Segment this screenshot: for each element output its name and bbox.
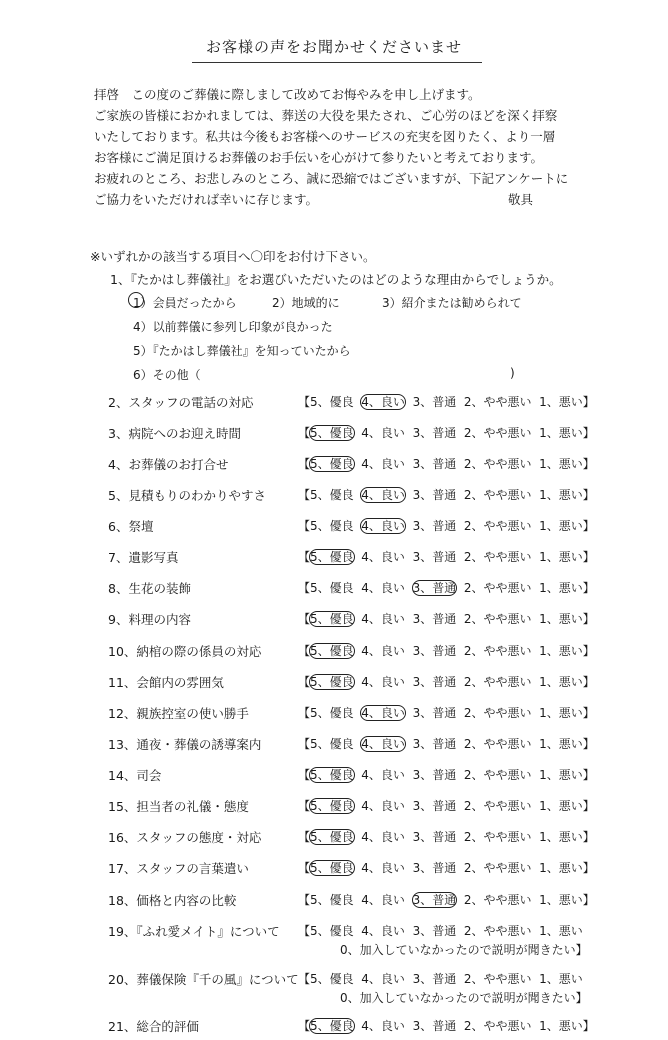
rating-option-2[interactable]: 2、やや悪い <box>463 861 532 875</box>
question-row <box>108 891 608 909</box>
bracket: 】 <box>582 550 595 564</box>
bracket: 【 <box>298 830 311 844</box>
question-label: 13、通夜・葬儀の誘導案内 <box>108 737 262 752</box>
question-row <box>108 642 608 660</box>
rating-option-5[interactable]: 5、優良 <box>310 550 354 564</box>
rating-option-1[interactable]: 1、悪い <box>539 581 583 595</box>
bracket: 【 <box>298 924 311 938</box>
rating-option-3[interactable]: 3、普通 <box>412 768 457 782</box>
rating-option-4[interactable]: 4、良い <box>361 581 405 595</box>
rating-option-2[interactable]: 2、やや悪い <box>463 395 532 409</box>
rating-option-2[interactable]: 2、やや悪い <box>463 457 532 471</box>
rating-option-5[interactable]: 5、優良 <box>310 861 354 875</box>
rating-extra-option[interactable]: 0、加入していなかったので説明が聞きたい】 <box>340 943 588 957</box>
question-row <box>108 735 608 753</box>
rating-option-4[interactable]: 4、良い <box>361 799 405 813</box>
rating-option-2[interactable]: 2、やや悪い <box>463 644 532 658</box>
bracket: 】 <box>582 830 595 844</box>
q1-option-3[interactable]: 3）紹介または勧められて <box>382 296 522 310</box>
question-row <box>108 797 608 815</box>
rating-option-2[interactable]: 2、やや悪い <box>463 799 532 813</box>
rating-option-5[interactable]: 5、優良 <box>310 644 354 658</box>
rating-option-5[interactable]: 5、優良 <box>310 612 354 626</box>
rating-option-3[interactable]: 3、普通 <box>412 1019 457 1033</box>
rating-option-3[interactable]: 3、普通 <box>412 924 457 938</box>
rating-option-4[interactable]: 4、良い <box>361 861 405 875</box>
question-row <box>108 828 608 846</box>
rating-scale[interactable] <box>298 610 595 627</box>
rating-option-5[interactable]: 5、優良 <box>310 675 354 689</box>
rating-option-3[interactable]: 3、普通 <box>412 519 457 533</box>
bracket: 【 <box>298 706 311 720</box>
bracket: 】 <box>582 395 595 409</box>
rating-option-4[interactable]: 4、良い <box>361 893 405 907</box>
rating-option-2[interactable]: 2、やや悪い <box>463 737 532 751</box>
rating-option-4[interactable]: 4、良い <box>361 519 405 533</box>
question-row <box>108 393 608 411</box>
bracket: 】 <box>582 519 595 533</box>
bracket: 【 <box>298 799 311 813</box>
bracket: 】 <box>582 737 595 751</box>
bracket: 【 <box>298 861 311 875</box>
rating-scale[interactable] <box>298 455 595 472</box>
question-row <box>108 673 608 691</box>
rating-option-4[interactable]: 4、良い <box>361 737 405 751</box>
question-row <box>108 579 608 597</box>
rating-option-2[interactable]: 2、やや悪い <box>463 1019 532 1033</box>
page-title: お客様の声をお聞かせくださいませ <box>205 38 462 56</box>
rating-option-4[interactable]: 4、良い <box>361 1019 405 1033</box>
rating-option-4[interactable]: 4、良い <box>361 924 405 938</box>
rating-option-3[interactable]: 3、普通 <box>412 426 457 440</box>
intro-letter <box>94 84 569 210</box>
question-label: 16、スタッフの態度・対応 <box>108 830 262 845</box>
rating-option-4[interactable]: 4、良い <box>361 830 405 844</box>
rating-option-3[interactable]: 3、普通 <box>412 488 457 502</box>
bracket: 【 <box>298 426 311 440</box>
rating-option-5[interactable]: 5、優良 <box>310 488 354 502</box>
rating-option-4[interactable]: 4、良い <box>361 644 405 658</box>
rating-option-4[interactable]: 4、良い <box>361 706 405 720</box>
rating-option-2[interactable]: 2、やや悪い <box>463 830 532 844</box>
bracket: 】 <box>582 861 595 875</box>
question-row <box>108 704 608 722</box>
question-label: 8、生花の装飾 <box>108 581 191 596</box>
rating-scale[interactable] <box>298 828 595 845</box>
rating-option-4[interactable]: 4、良い <box>361 612 405 626</box>
rating-option-1[interactable]: 1、悪い <box>539 799 583 813</box>
question-row <box>108 970 608 1005</box>
rating-option-5[interactable]: 5、優良 <box>310 426 354 440</box>
rating-option-1[interactable]: 1、悪い <box>539 488 583 502</box>
rating-option-5[interactable]: 5、優良 <box>310 1019 354 1033</box>
rating-scale[interactable] <box>298 424 595 441</box>
rating-option-3[interactable]: 3、普通 <box>412 395 457 409</box>
rating-option-1[interactable]: 1、悪い <box>539 768 583 782</box>
rating-option-3[interactable]: 3、普通 <box>412 675 457 689</box>
rating-option-1[interactable]: 1、悪い <box>539 737 583 751</box>
bracket: 【 <box>298 644 311 658</box>
rating-option-2[interactable]: 2、やや悪い <box>463 924 532 938</box>
rating-option-5[interactable]: 5、優良 <box>310 768 354 782</box>
rating-scale[interactable] <box>298 891 595 908</box>
rating-option-3[interactable]: 3、普通 <box>412 706 457 720</box>
question-label: 19、『ふれ愛メイト』について <box>108 924 280 939</box>
q1-option-2[interactable]: 2）地域的に <box>272 296 340 310</box>
bracket: 【 <box>298 395 311 409</box>
bracket: 【 <box>298 612 311 626</box>
bracket: 】 <box>582 706 595 720</box>
bracket: 【 <box>298 737 311 751</box>
rating-scale[interactable] <box>298 766 595 783</box>
rating-scale[interactable] <box>298 797 595 814</box>
rating-option-2[interactable]: 2、やや悪い <box>463 550 532 564</box>
rating-option-2[interactable]: 2、やや悪い <box>463 612 532 626</box>
rating-extra-option[interactable]: 0、加入していなかったので説明が聞きたい】 <box>340 991 588 1005</box>
question-label: 2、スタッフの電話の対応 <box>108 395 254 410</box>
question-label: 10、納棺の際の係員の対応 <box>108 644 262 659</box>
rating-option-1[interactable]: 1、悪い <box>539 924 583 938</box>
rating-option-2[interactable]: 2、やや悪い <box>463 768 532 782</box>
question-row <box>108 610 608 628</box>
question-label: 12、親族控室の使い勝手 <box>108 706 249 721</box>
rating-option-4[interactable]: 4、良い <box>361 550 405 564</box>
bracket: 】 <box>582 1019 595 1033</box>
question-label: 4、お葬儀のお打合せ <box>108 457 229 472</box>
rating-option-3[interactable]: 3、普通 <box>412 893 457 907</box>
bracket: 】 <box>582 675 595 689</box>
question-row <box>108 766 608 784</box>
rating-option-3[interactable]: 3、普通 <box>412 972 457 986</box>
rating-option-5[interactable]: 5、優良 <box>310 830 354 844</box>
intro-line: ご家族の皆様におかれましては、葬送の大役を果たされ、ご心労のほどを深く拝察 <box>94 108 558 123</box>
rating-option-1[interactable]: 1、悪い <box>539 972 583 986</box>
rating-option-5[interactable]: 5、優良 <box>310 737 354 751</box>
rating-option-1[interactable]: 1、悪い <box>539 1019 583 1033</box>
rating-scale[interactable] <box>298 642 595 659</box>
rating-scale[interactable] <box>298 517 595 534</box>
rating-option-3[interactable]: 3、普通 <box>412 581 457 595</box>
rating-scale[interactable] <box>298 486 595 503</box>
rating-option-3[interactable]: 3、普通 <box>412 457 457 471</box>
bracket: 】 <box>582 612 595 626</box>
rating-option-1[interactable]: 1、悪い <box>539 706 583 720</box>
rating-option-2[interactable]: 2、やや悪い <box>463 972 532 986</box>
q1-option-6-close: ) <box>510 366 515 380</box>
rating-option-1[interactable]: 1、悪い <box>539 861 583 875</box>
rating-option-1[interactable]: 1、悪い <box>539 519 583 533</box>
q1-option-5[interactable]: 5）『たかはし葬儀社』を知っていたから <box>133 344 351 358</box>
bracket: 】 <box>582 768 595 782</box>
question-row <box>108 859 608 877</box>
rating-scale[interactable] <box>298 922 583 939</box>
question-row <box>108 922 608 957</box>
bracket: 【 <box>298 768 311 782</box>
q1-option-4[interactable]: 4）以前葬儀に参列し印象が良かった <box>133 320 333 334</box>
rating-option-2[interactable]: 2、やや悪い <box>463 893 532 907</box>
rating-option-4[interactable]: 4、良い <box>361 395 405 409</box>
question-label: 9、料理の内容 <box>108 612 191 627</box>
bracket: 】 <box>582 799 595 813</box>
bracket: 】 <box>582 893 595 907</box>
rating-scale[interactable] <box>298 1017 595 1034</box>
rating-option-2[interactable]: 2、やや悪い <box>463 581 532 595</box>
rating-option-1[interactable]: 1、悪い <box>539 830 583 844</box>
question-row <box>108 548 608 566</box>
rating-option-5[interactable]: 5、優良 <box>310 395 354 409</box>
rating-option-4[interactable]: 4、良い <box>361 768 405 782</box>
rating-option-1[interactable]: 1、悪い <box>539 644 583 658</box>
rating-scale[interactable] <box>298 393 595 410</box>
rating-option-3[interactable]: 3、普通 <box>412 612 457 626</box>
question-label: 14、司会 <box>108 768 162 783</box>
rating-option-1[interactable]: 1、悪い <box>539 550 583 564</box>
question-label: 15、担当者の礼儀・態度 <box>108 799 249 814</box>
rating-option-5[interactable]: 5、優良 <box>310 581 354 595</box>
rating-option-1[interactable]: 1、悪い <box>539 893 583 907</box>
bracket: 【 <box>298 1019 311 1033</box>
instruction-text: ※いずれかの該当する項目へ〇印をお付け下さい。 <box>90 249 376 264</box>
rating-option-3[interactable]: 3、普通 <box>412 830 457 844</box>
rating-option-4[interactable]: 4、良い <box>361 488 405 502</box>
question-row <box>108 424 608 442</box>
bracket: 】 <box>582 457 595 471</box>
rating-option-4[interactable]: 4、良い <box>361 675 405 689</box>
rating-option-5[interactable]: 5、優良 <box>310 706 354 720</box>
intro-line: ご協力をいただければ幸いに存じます。 <box>94 192 319 207</box>
rating-option-3[interactable]: 3、普通 <box>412 861 457 875</box>
question-label: 11、会館内の雰囲気 <box>108 675 224 690</box>
rating-option-5[interactable]: 5、優良 <box>310 924 354 938</box>
question-row <box>108 1017 608 1035</box>
rating-scale[interactable] <box>298 859 595 876</box>
rating-option-5[interactable]: 5、優良 <box>310 972 354 986</box>
rating-scale[interactable] <box>298 735 595 752</box>
rating-option-1[interactable]: 1、悪い <box>539 395 583 409</box>
rating-option-3[interactable]: 3、普通 <box>412 737 457 751</box>
rating-option-4[interactable]: 4、良い <box>361 426 405 440</box>
question-label: 3、病院へのお迎え時間 <box>108 426 241 441</box>
question-label: 7、遺影写真 <box>108 550 179 565</box>
question-1: 1、『たかはし葬儀社』をお選びいただいたのはどのような理由からでしょうか。 <box>110 272 562 287</box>
intro-line: いたしております。私共は今後もお客様へのサービスの充実を図りたく、より一層 <box>94 129 556 144</box>
bracket: 【 <box>298 893 311 907</box>
rating-option-2[interactable]: 2、やや悪い <box>463 675 532 689</box>
question-row <box>108 517 608 535</box>
rating-option-5[interactable]: 5、優良 <box>310 519 354 533</box>
question-label: 5、見積もりのわかりやすさ <box>108 488 266 503</box>
rating-option-3[interactable]: 3、普通 <box>412 799 457 813</box>
rating-scale[interactable] <box>298 704 595 721</box>
question-label: 17、スタッフの言葉遣い <box>108 861 249 876</box>
intro-line: 拝啓 この度のご葬儀に際しまして改めてお悔やみを申し上げます。 <box>94 87 481 102</box>
rating-scale[interactable] <box>298 579 595 596</box>
bracket: 【 <box>298 457 311 471</box>
rating-option-3[interactable]: 3、普通 <box>412 644 457 658</box>
bracket: 【 <box>298 972 311 986</box>
rating-option-2[interactable]: 2、やや悪い <box>463 706 532 720</box>
intro-line: お客様にご満足頂けるお葬儀のお手伝いを心がけて参りたいと考えております。 <box>94 150 544 165</box>
rating-option-2[interactable]: 2、やや悪い <box>463 488 532 502</box>
rating-option-5[interactable]: 5、優良 <box>310 799 354 813</box>
bracket: 【 <box>298 550 311 564</box>
rating-option-4[interactable]: 4、良い <box>361 457 405 471</box>
question-label: 18、価格と内容の比較 <box>108 893 237 908</box>
rating-option-1[interactable]: 1、悪い <box>539 457 583 471</box>
rating-option-2[interactable]: 2、やや悪い <box>463 426 532 440</box>
bracket: 【 <box>298 675 311 689</box>
question-label: 6、祭壇 <box>108 519 154 534</box>
question-label: 21、総合的評価 <box>108 1019 199 1034</box>
rating-scale[interactable] <box>298 548 595 565</box>
bracket: 】 <box>582 644 595 658</box>
rating-option-1[interactable]: 1、悪い <box>539 675 583 689</box>
q1-option-1[interactable]: 1）会員だったから <box>133 296 237 310</box>
title-underline <box>192 62 482 63</box>
rating-option-4[interactable]: 4、良い <box>361 972 405 986</box>
intro-line: お疲れのところ、お悲しみのところ、誠に恐縮ではございますが、下記アンケートに <box>94 171 569 186</box>
bracket: 【 <box>298 519 311 533</box>
rating-option-5[interactable]: 5、優良 <box>310 893 354 907</box>
bracket: 【 <box>298 488 311 502</box>
bracket: 【 <box>298 581 311 595</box>
rating-option-3[interactable]: 3、普通 <box>412 550 457 564</box>
rating-scale[interactable] <box>298 673 595 690</box>
rating-option-2[interactable]: 2、やや悪い <box>463 519 532 533</box>
question-row <box>108 486 608 504</box>
bracket: 】 <box>582 426 595 440</box>
question-row <box>108 455 608 473</box>
rating-option-5[interactable]: 5、優良 <box>310 457 354 471</box>
bracket: 】 <box>582 488 595 502</box>
rating-option-1[interactable]: 1、悪い <box>539 426 583 440</box>
q1-option-6[interactable]: 6）その他（ <box>133 368 201 382</box>
closing-word: 敬具 <box>508 192 534 207</box>
question-label: 20、葬儀保険『千の風』について <box>108 972 299 987</box>
bracket: 】 <box>582 581 595 595</box>
rating-scale[interactable] <box>298 970 583 987</box>
rating-option-1[interactable]: 1、悪い <box>539 612 583 626</box>
